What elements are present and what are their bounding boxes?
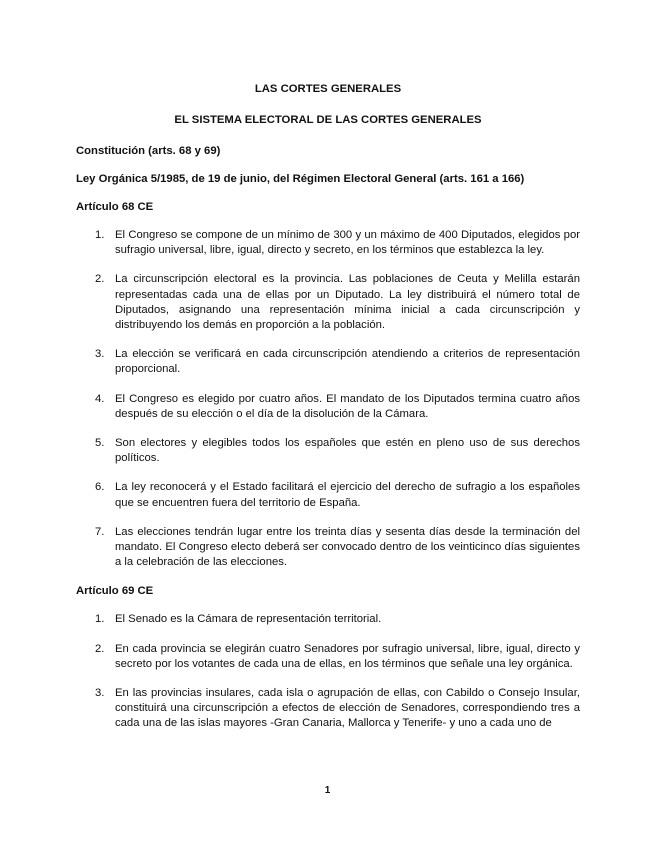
item-number: 1. xyxy=(95,229,105,241)
document-body xyxy=(76,82,580,746)
item-text: El Senado es la Cámara de representación territorial. xyxy=(115,613,382,626)
item-number: 6. xyxy=(95,481,105,494)
item-text: La circunscripción electoral es la provincia. Las poblaciones de Ceuta y Melilla estarán representadas cada una de ellas por un Diputado. La ley distribuirá el número total de Diputados, asignando una representación mínima inicial a cada circunscripción y distribuyendo los demás en proporción a la población. xyxy=(115,273,580,332)
reference-constitucion: Constitución (arts. 68 y 69) xyxy=(76,145,221,157)
item-number: 5. xyxy=(95,437,105,450)
article-69-list xyxy=(76,612,580,731)
item-number: 3. xyxy=(95,687,105,700)
article-68-item xyxy=(76,480,580,510)
item-text: Las elecciones tendrán lugar entre los treinta días y sesenta días desde la terminación del mandato. El Congreso electo deberá ser convocado dentro de los veinticinco días siguientes a la celebración de las elecciones. xyxy=(115,525,580,569)
item-text: En las provincias insulares, cada isla o agrupación de ellas, con Cabildo o Consejo Insular, constituirá una circunscripción a efectos de elección de Senadores, correspondiendo tres a cada una de las islas mayores -Gran Canaria, Mallorca y Tenerife- y uno a cada uno de xyxy=(115,687,580,730)
item-text: En cada provincia se elegirán cuatro Senadores por sufragio universal, libre, igual, directo y secreto por los votantes de cada una de ellas, en los términos que señale una ley orgánica. xyxy=(115,642,580,670)
item-text: Son electores y elegibles todos los españoles que estén en pleno uso de sus derechos políticos. xyxy=(115,437,580,465)
page-number: 1 xyxy=(324,785,331,796)
article-69-heading: Artículo 69 CE xyxy=(76,585,154,598)
item-text: La ley reconocerá y el Estado facilitará el ejercicio del derecho de sufragio a los españoles que se encuentren fuera del territorio de España. xyxy=(115,481,580,509)
article-68-item xyxy=(76,272,580,333)
item-text: El Congreso es elegido por cuatro años. El mandato de los Diputados termina cuatro años después de su elección o el día de la disolución de la Cámara. xyxy=(115,392,580,420)
item-number: 4. xyxy=(95,392,105,405)
item-number: 2. xyxy=(95,273,105,286)
document-title: LAS CORTES GENERALES xyxy=(254,83,402,95)
article-69-item xyxy=(76,686,580,732)
article-69-item xyxy=(76,642,580,672)
item-text: El Congreso se compone de un mínimo de 300 y un máximo de 400 Diputados, elegidos por sufragio universal, libre, igual, directo y secreto, en los términos que establezca la ley. xyxy=(115,229,580,257)
item-text: La elección se verificará en cada circunscripción atendiendo a criterios de representación proporcional. xyxy=(115,348,580,376)
item-number: 3. xyxy=(95,348,105,361)
article-68-item xyxy=(76,525,580,571)
article-68-item xyxy=(76,436,580,466)
item-number: 2. xyxy=(95,642,105,655)
document-subtitle: EL SISTEMA ELECTORAL DE LAS CORTES GENERALES xyxy=(174,114,482,126)
item-number: 1. xyxy=(95,613,105,626)
item-number: 7. xyxy=(95,525,105,538)
article-68-item xyxy=(76,228,580,258)
article-68-item xyxy=(76,392,580,422)
reference-ley: Ley Orgánica 5/1985, de 19 de junio, del Régimen Electoral General (arts. 161 a 166) xyxy=(76,173,525,185)
article-68-list xyxy=(76,228,580,570)
article-68-heading: Artículo 68 CE xyxy=(76,201,154,213)
article-68-item xyxy=(76,347,580,377)
article-69-item xyxy=(76,612,580,627)
